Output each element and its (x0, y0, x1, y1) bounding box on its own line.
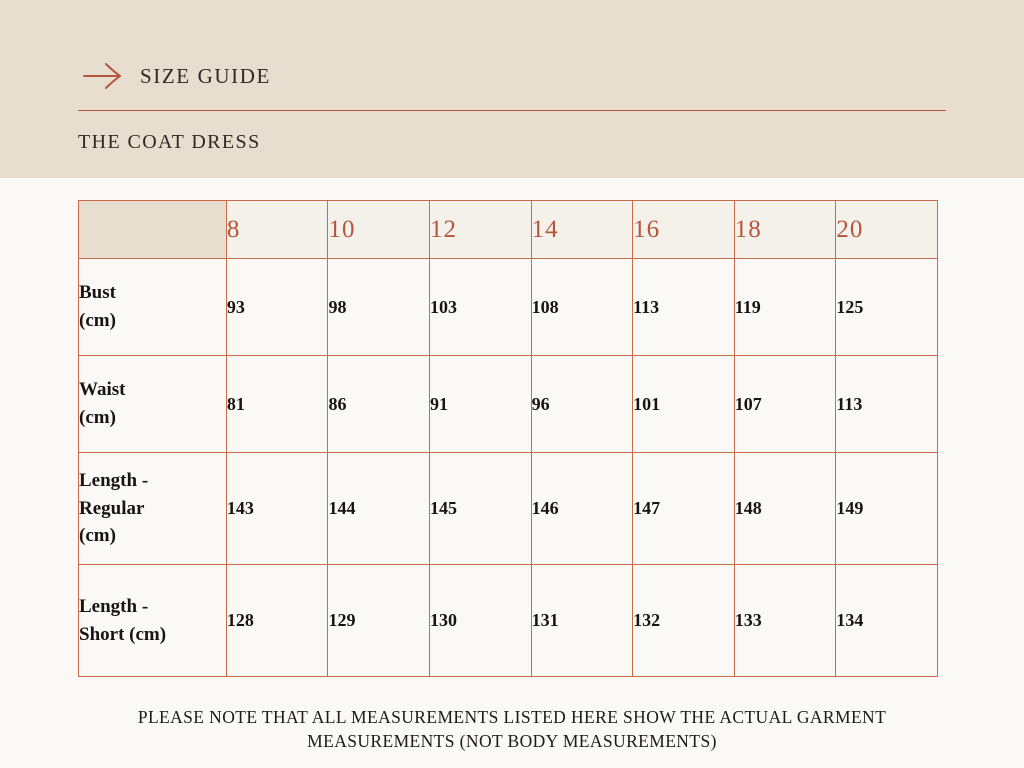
row-label-length-regular (79, 453, 227, 565)
cell-length-short-12: 130 (430, 565, 532, 677)
cell-length-regular-12: 145 (430, 453, 532, 565)
table-row (79, 565, 938, 677)
row-label-line: (cm) (79, 407, 116, 428)
cell-bust-10: 98 (328, 259, 430, 356)
row-label-line: Waist (79, 379, 126, 401)
table-corner-cell (79, 201, 227, 259)
measurement-note-line2: MEASUREMENTS (NOT BODY MEASUREMENTS) (307, 730, 717, 751)
size-table (78, 200, 938, 677)
size-table-wrapper (78, 200, 938, 677)
cell-waist-10: 86 (328, 356, 430, 453)
row-label-line: Bust (79, 282, 116, 304)
cell-bust-12: 103 (430, 259, 532, 356)
cell-length-regular-14: 146 (531, 453, 633, 565)
cell-length-regular-20: 149 (836, 453, 938, 565)
size-header-8: 8 (226, 201, 328, 259)
row-label-line: Regular (79, 497, 145, 519)
row-label-waist (79, 356, 227, 453)
product-name: THE COAT DRESS (78, 131, 261, 153)
size-header-14: 14 (531, 201, 633, 259)
row-label-line: Length - (79, 470, 149, 492)
cell-length-regular-16: 147 (633, 453, 735, 565)
cell-bust-20: 125 (836, 259, 938, 356)
cell-length-regular-18: 148 (734, 453, 836, 565)
size-header-18: 18 (734, 201, 836, 259)
arrow-right-icon (78, 56, 130, 96)
cell-length-short-16: 132 (633, 565, 735, 677)
size-header-16: 16 (633, 201, 735, 259)
cell-waist-14: 96 (531, 356, 633, 453)
page-title: SIZE GUIDE (140, 63, 271, 88)
table-header (79, 201, 938, 259)
measurement-note (0, 706, 1024, 753)
header-divider (78, 110, 946, 111)
table-body (79, 259, 938, 677)
table-header-row (79, 201, 938, 259)
cell-waist-18: 107 (734, 356, 836, 453)
size-header-10: 10 (328, 201, 430, 259)
table-row (79, 453, 938, 565)
size-header-20: 20 (836, 201, 938, 259)
cell-bust-18: 119 (734, 259, 836, 356)
row-label-line: (cm) (79, 525, 116, 547)
cell-waist-8: 81 (226, 356, 328, 453)
cell-bust-8: 93 (226, 259, 328, 356)
cell-length-short-20: 134 (836, 565, 938, 677)
cell-bust-16: 113 (633, 259, 735, 356)
cell-length-short-10: 129 (328, 565, 430, 677)
cell-length-short-8: 128 (226, 565, 328, 677)
row-label-line: (cm) (79, 310, 116, 331)
cell-length-regular-10: 144 (328, 453, 430, 565)
header-content (78, 0, 946, 178)
cell-length-short-14: 131 (531, 565, 633, 677)
cell-length-short-18: 133 (734, 565, 836, 677)
cell-length-regular-8: 143 (226, 453, 328, 565)
size-header-12: 12 (430, 201, 532, 259)
measurement-note-line1: PLEASE NOTE THAT ALL MEASUREMENTS LISTED HERE SHOW THE ACTUAL GARMENT (137, 707, 887, 727)
row-label-line: Short (cm) (79, 623, 167, 645)
cell-bust-14: 108 (531, 259, 633, 356)
row-label-line: Length - (79, 595, 149, 617)
table-row (79, 259, 938, 356)
table-row (79, 356, 938, 453)
cell-waist-20: 113 (836, 356, 938, 453)
cell-waist-16: 101 (633, 356, 735, 453)
row-label-length-short (79, 565, 227, 677)
row-label-bust (79, 259, 227, 356)
size-guide-title-row (78, 52, 271, 100)
cell-waist-12: 91 (430, 356, 532, 453)
header-band (0, 0, 1024, 178)
